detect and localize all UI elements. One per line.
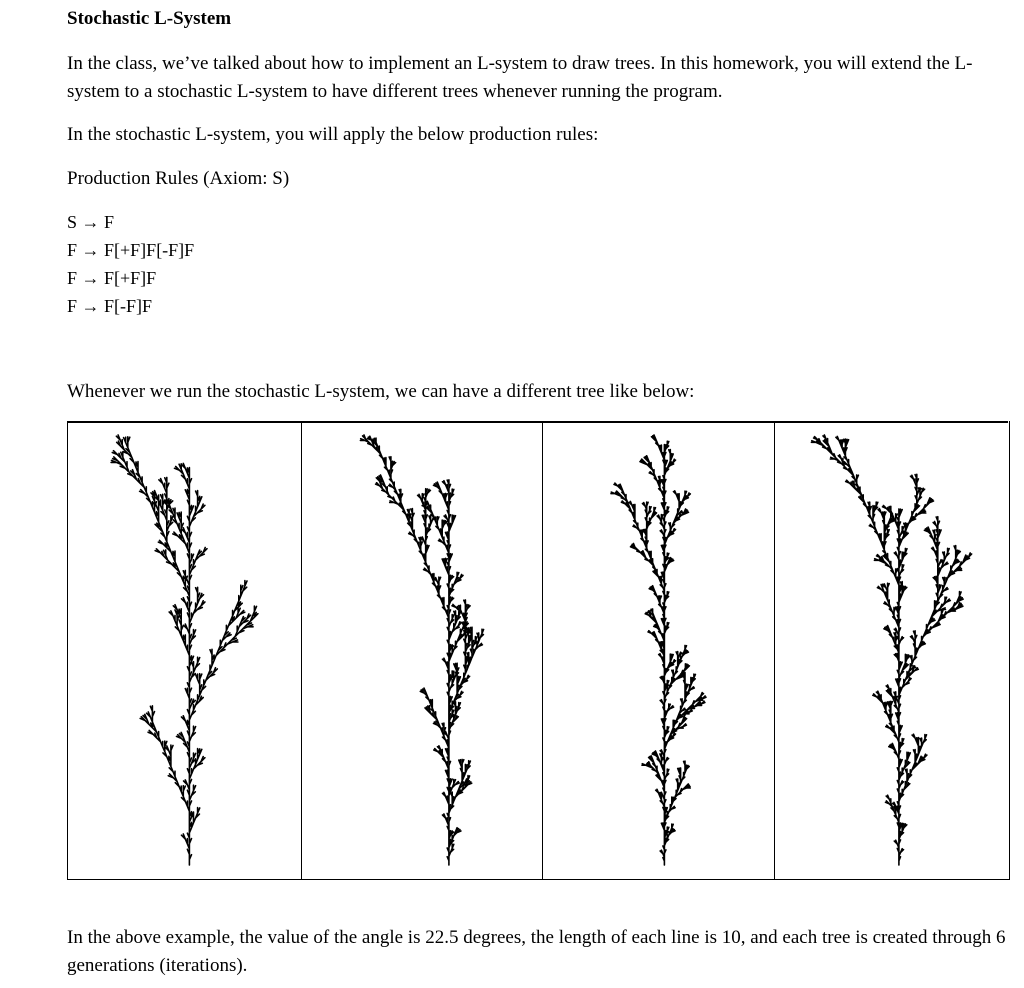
figure-caption-before: Whenever we run the stochastic L-system, we can have a different tree like below: xyxy=(67,381,695,402)
intro-paragraph: In the class, we’ve talked about how to implement an L-system to draw trees. In this homework, you will extend the L-system to a stochastic L-system to have different trees whenever running the program. xyxy=(67,53,973,102)
tree-panel-3 xyxy=(543,421,775,879)
tree-branches xyxy=(811,435,971,865)
page-title: Stochastic L-System xyxy=(67,8,232,29)
tree-branches xyxy=(111,435,258,865)
tree-branches xyxy=(360,435,483,865)
tree-drawing-1 xyxy=(68,421,301,879)
closing-paragraph: In the above example, the value of the angle is 22.5 degrees, the length of each line is 10, and each tree is created through 6 generations (iterations). xyxy=(67,927,1006,976)
rules-heading: Production Rules (Axiom: S) xyxy=(67,168,290,189)
tree-panel-2 xyxy=(302,421,543,879)
tree-branches xyxy=(611,435,706,865)
tree-drawing-2 xyxy=(302,421,542,879)
tree-panel-1 xyxy=(68,421,302,879)
production-rule: S → F xyxy=(67,212,115,232)
tree-drawing-3 xyxy=(543,421,774,879)
tree-figure xyxy=(67,421,1010,880)
production-rule: F → F[+F]F xyxy=(67,268,157,288)
production-rules xyxy=(67,208,194,320)
production-rule: F → F[+F]F[-F]F xyxy=(67,240,195,260)
rules-intro: In the stochastic L-system, you will apply the below production rules: xyxy=(67,124,599,145)
tree-drawing-4 xyxy=(775,421,1008,879)
tree-panel-4 xyxy=(775,421,1008,879)
production-rule: F → F[-F]F xyxy=(67,296,153,316)
